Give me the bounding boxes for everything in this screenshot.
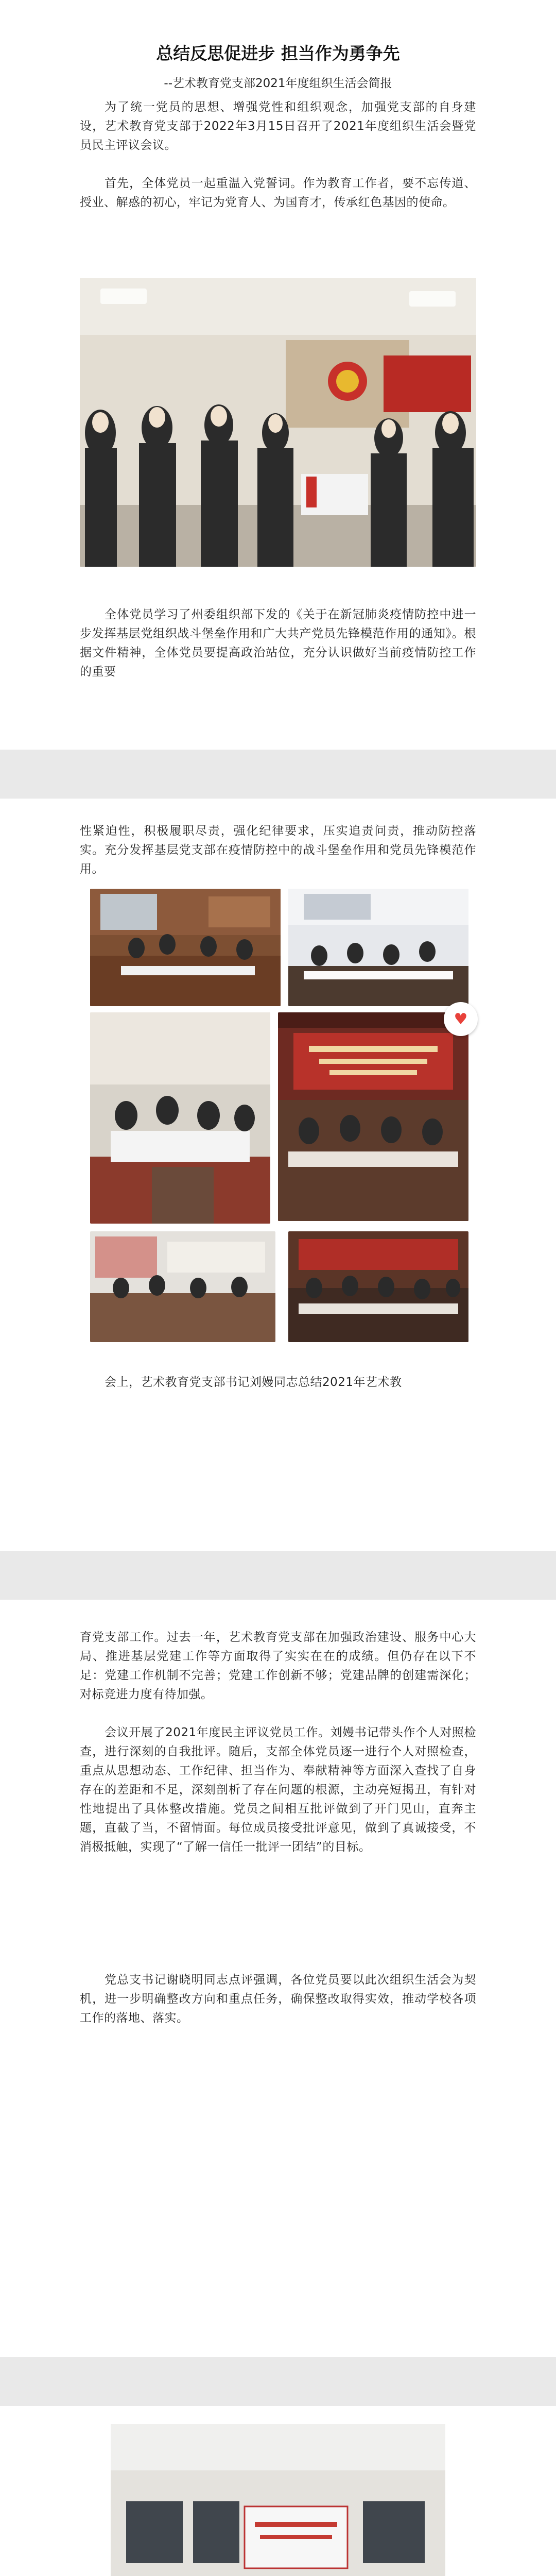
photo-meeting-1 [90, 889, 281, 1006]
photo-oath-ceremony [80, 278, 476, 567]
paragraph-intro: 为了统一党员的思想、增强党性和组织观念，加强党支部的自身建设，艺术教育党支部于2022年3月15日召开了2021年度组织生活会暨党员民主评议会议。 [80, 100, 476, 152]
page-title: 总结反思促进步 担当作为勇争先 [156, 43, 400, 63]
photo-meeting-6 [288, 1231, 468, 1342]
paragraph-summary-start: 会上，艺术教育党支部书记刘嫚同志总结2021年艺术教 [105, 1376, 402, 1389]
page-4 [0, 2406, 556, 2576]
page-separator [0, 2357, 556, 2406]
page-1 [0, 0, 556, 750]
page-separator [0, 750, 556, 799]
page-subtitle: --艺术教育党支部2021年度组织生活会简报 [164, 77, 392, 90]
paragraph-summary: 育党支部工作。过去一年，艺术教育党支部在加强政治建设、服务中心大局、推进基层党建工作等方面取得了实实在在的成绩。但仍存在以下不足：党建工作机制不完善；党建工作创新不够；党建品牌的创建需深化；对标竞进力度有待加强。 [80, 1631, 476, 1701]
photo-meeting-3 [90, 1012, 270, 1224]
photo-meeting-2 [288, 889, 468, 1006]
photo-meeting-4 [278, 1012, 468, 1221]
paragraph-comment: 党总支书记谢晓明同志点评强调，各位党员要以此次组织生活会为契机，进一步明确整改方向和重点任务，确保整改取得实效，推动学校各项工作的落地、落实。 [80, 1973, 476, 2025]
page-separator [0, 1551, 556, 1600]
paragraph-evaluation: 会议开展了2021年度民主评议党员工作。刘嫚书记带头作个人对照检查，进行深刻的自我批评。随后，支部全体党员逐一进行个人对照检查，重点从思想动态、工作纪律、担当作为、奉献精神等方面深入查找了自身存在的差距和不足，深刻剖析了存在问题的根源，主动亮短揭丑，有针对性地提出了具体整改措施。党员之间相互批评做到了开门见山，直奔主题，直截了当，不留情面。每位成员接受批评意见，做到了真诚接受，不消极抵触，实现了“了解一信任一批评一团结”的目标。 [80, 1726, 476, 1854]
page-3 [0, 1600, 556, 2357]
heart-icon[interactable] [444, 1002, 478, 1036]
page-2 [0, 799, 556, 1551]
heart-glyph: ♥ [454, 1010, 468, 1028]
paragraph-epidemic: 性紧迫性，积极履职尽责，强化纪律要求，压实追责问责，推动防控落实。充分发挥基层党支部在疫情防控中的战斗堡垒作用和党员先锋模范作用。 [80, 824, 476, 876]
photo-group-table [111, 2424, 445, 2576]
paragraph-study: 全体党员学习了州委组织部下发的《关于在新冠肺炎疫情防控中进一步发挥基层党组织战斗堡垒作用和广大共产党员先锋模范作用的通知》。根据文件精神，全体党员要提高政治站位，充分认识做好当前疫情防控工作的重要 [80, 608, 476, 679]
photo-meeting-5 [90, 1231, 275, 1342]
paragraph-oath: 首先，全体党员一起重温入党誓词。作为教育工作者，要不忘传道、授业、解惑的初心，牢记为党育人、为国育才，传承红色基因的使命。 [80, 177, 476, 209]
